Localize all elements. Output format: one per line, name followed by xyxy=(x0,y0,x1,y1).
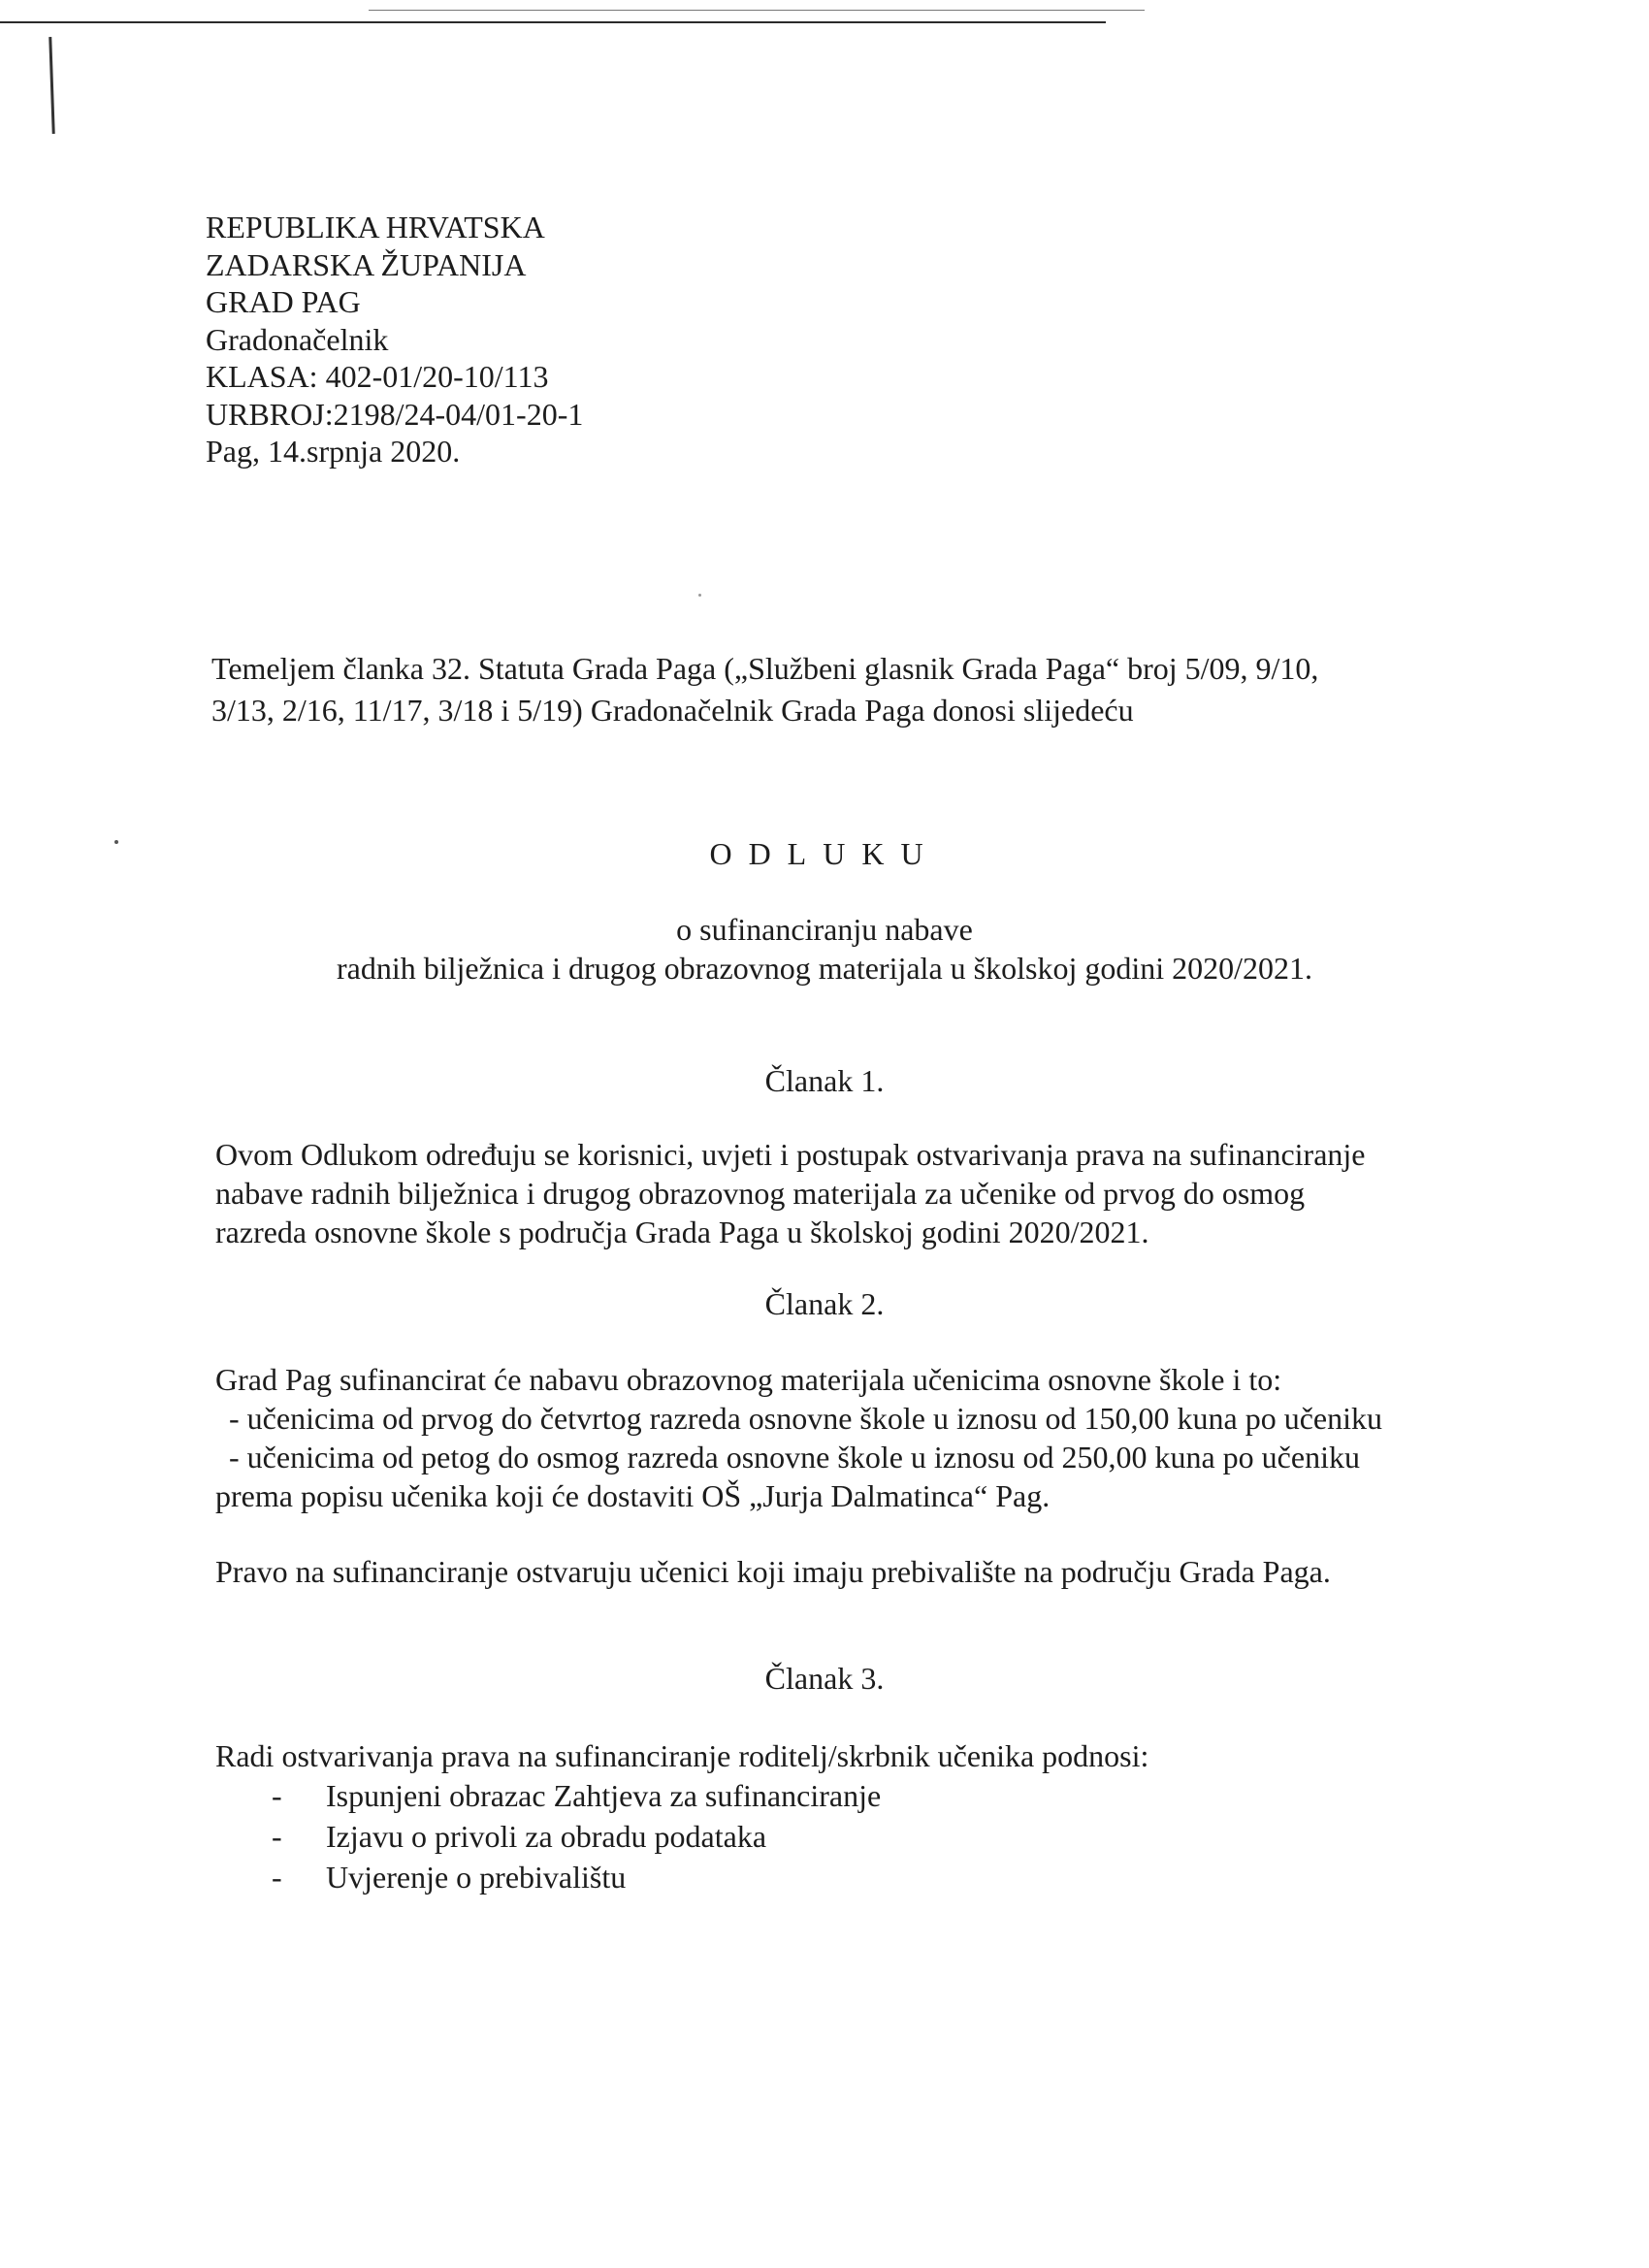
article-2-item-2: - učenicima od petog do osmog razreda osnovne škole u iznosu od 250,00 kuna po učeniku xyxy=(229,1440,1360,1474)
article-1-heading: Članak 1. xyxy=(764,1063,885,1098)
place-date-line: Pag, 14.srpnja 2020. xyxy=(206,434,461,469)
article-3-heading: Članak 3. xyxy=(764,1661,885,1696)
list-dash: - xyxy=(272,1860,282,1895)
article-1-line-3: razreda osnovne škole s područja Grada Paga u školskoj godini 2020/2021. xyxy=(215,1215,1149,1249)
county-line: ZADARSKA ŽUPANIJA xyxy=(206,246,527,282)
article-1-line-2: nabave radnih bilježnica i drugog obrazovnog materijala za učenike od prvog do osmog xyxy=(215,1176,1306,1211)
article-2-intro: Grad Pag sufinancirat će nabavu obrazovnog materijala učenicima osnovne škole i to: xyxy=(215,1362,1282,1397)
list-item-text: Uvjerenje o prebivalištu xyxy=(326,1860,627,1895)
article-3-list xyxy=(272,1775,881,1897)
klasa-line: KLASA: 402-01/20-10/113 xyxy=(206,359,549,394)
article-2-heading: Članak 2. xyxy=(764,1286,885,1321)
article-3-intro: Radi ostvarivanja prava na sufinanciranje roditelj/skrbnik učenika podnosi: xyxy=(215,1738,1149,1773)
list-item-text: Ispunjeni obrazac Zahtjeva za sufinanciranje xyxy=(326,1778,882,1813)
article-1-body xyxy=(215,1135,1443,1251)
decision-title: ODLUKU xyxy=(709,836,940,871)
list-dash: - xyxy=(272,1819,282,1854)
country-line: REPUBLIKA HRVATSKA xyxy=(206,210,545,244)
decision-subtitle-1: o sufinanciranju nabave xyxy=(676,912,973,947)
scan-speck xyxy=(698,594,701,597)
list-item xyxy=(272,1816,881,1857)
urbroj-line: URBROJ:2198/24-04/01-20-1 xyxy=(206,396,584,432)
preamble xyxy=(211,648,1443,731)
article-2-item-1: - učenicima od prvog do četvrtog razreda osnovne škole u iznosu od 150,00 kuna po učeniku xyxy=(229,1401,1383,1436)
office-line: Gradonačelnik xyxy=(206,321,389,357)
preamble-line-1: Temeljem članka 32. Statuta Grada Paga („Službeni glasnik Grada Paga“ broj 5/09, 9/10, xyxy=(211,651,1319,686)
article-2-eligibility: Pravo na sufinanciranje ostvaruju učenici koji imaju prebivalište na području Grada Paga. xyxy=(215,1554,1331,1589)
city-line: GRAD PAG xyxy=(206,284,361,319)
scan-left-mark xyxy=(48,37,54,134)
list-item xyxy=(272,1775,881,1816)
article-2-list xyxy=(229,1399,1382,1476)
decision-subtitle-2: radnih bilježnica i drugog obrazovnog materijala u školskoj godini 2020/2021. xyxy=(336,951,1312,986)
preamble-line-2: 3/13, 2/16, 11/17, 3/18 i 5/19) Gradonačelnik Grada Paga donosi slijedeću xyxy=(211,693,1134,728)
scan-top-rule xyxy=(0,21,1106,23)
article-2-closing: prema popisu učenika koji će dostaviti OŠ „Jurja Dalmatinca“ Pag. xyxy=(215,1478,1051,1513)
letterhead xyxy=(206,209,583,470)
list-dash: - xyxy=(272,1778,282,1813)
list-item xyxy=(272,1857,881,1897)
scan-top-rule-faint xyxy=(369,10,1145,11)
article-1-line-1: Ovom Odlukom određuju se korisnici, uvjeti i postupak ostvarivanja prava na sufinanciranje xyxy=(215,1137,1366,1172)
list-item-text: Izjavu o privoli za obradu podataka xyxy=(326,1819,767,1854)
